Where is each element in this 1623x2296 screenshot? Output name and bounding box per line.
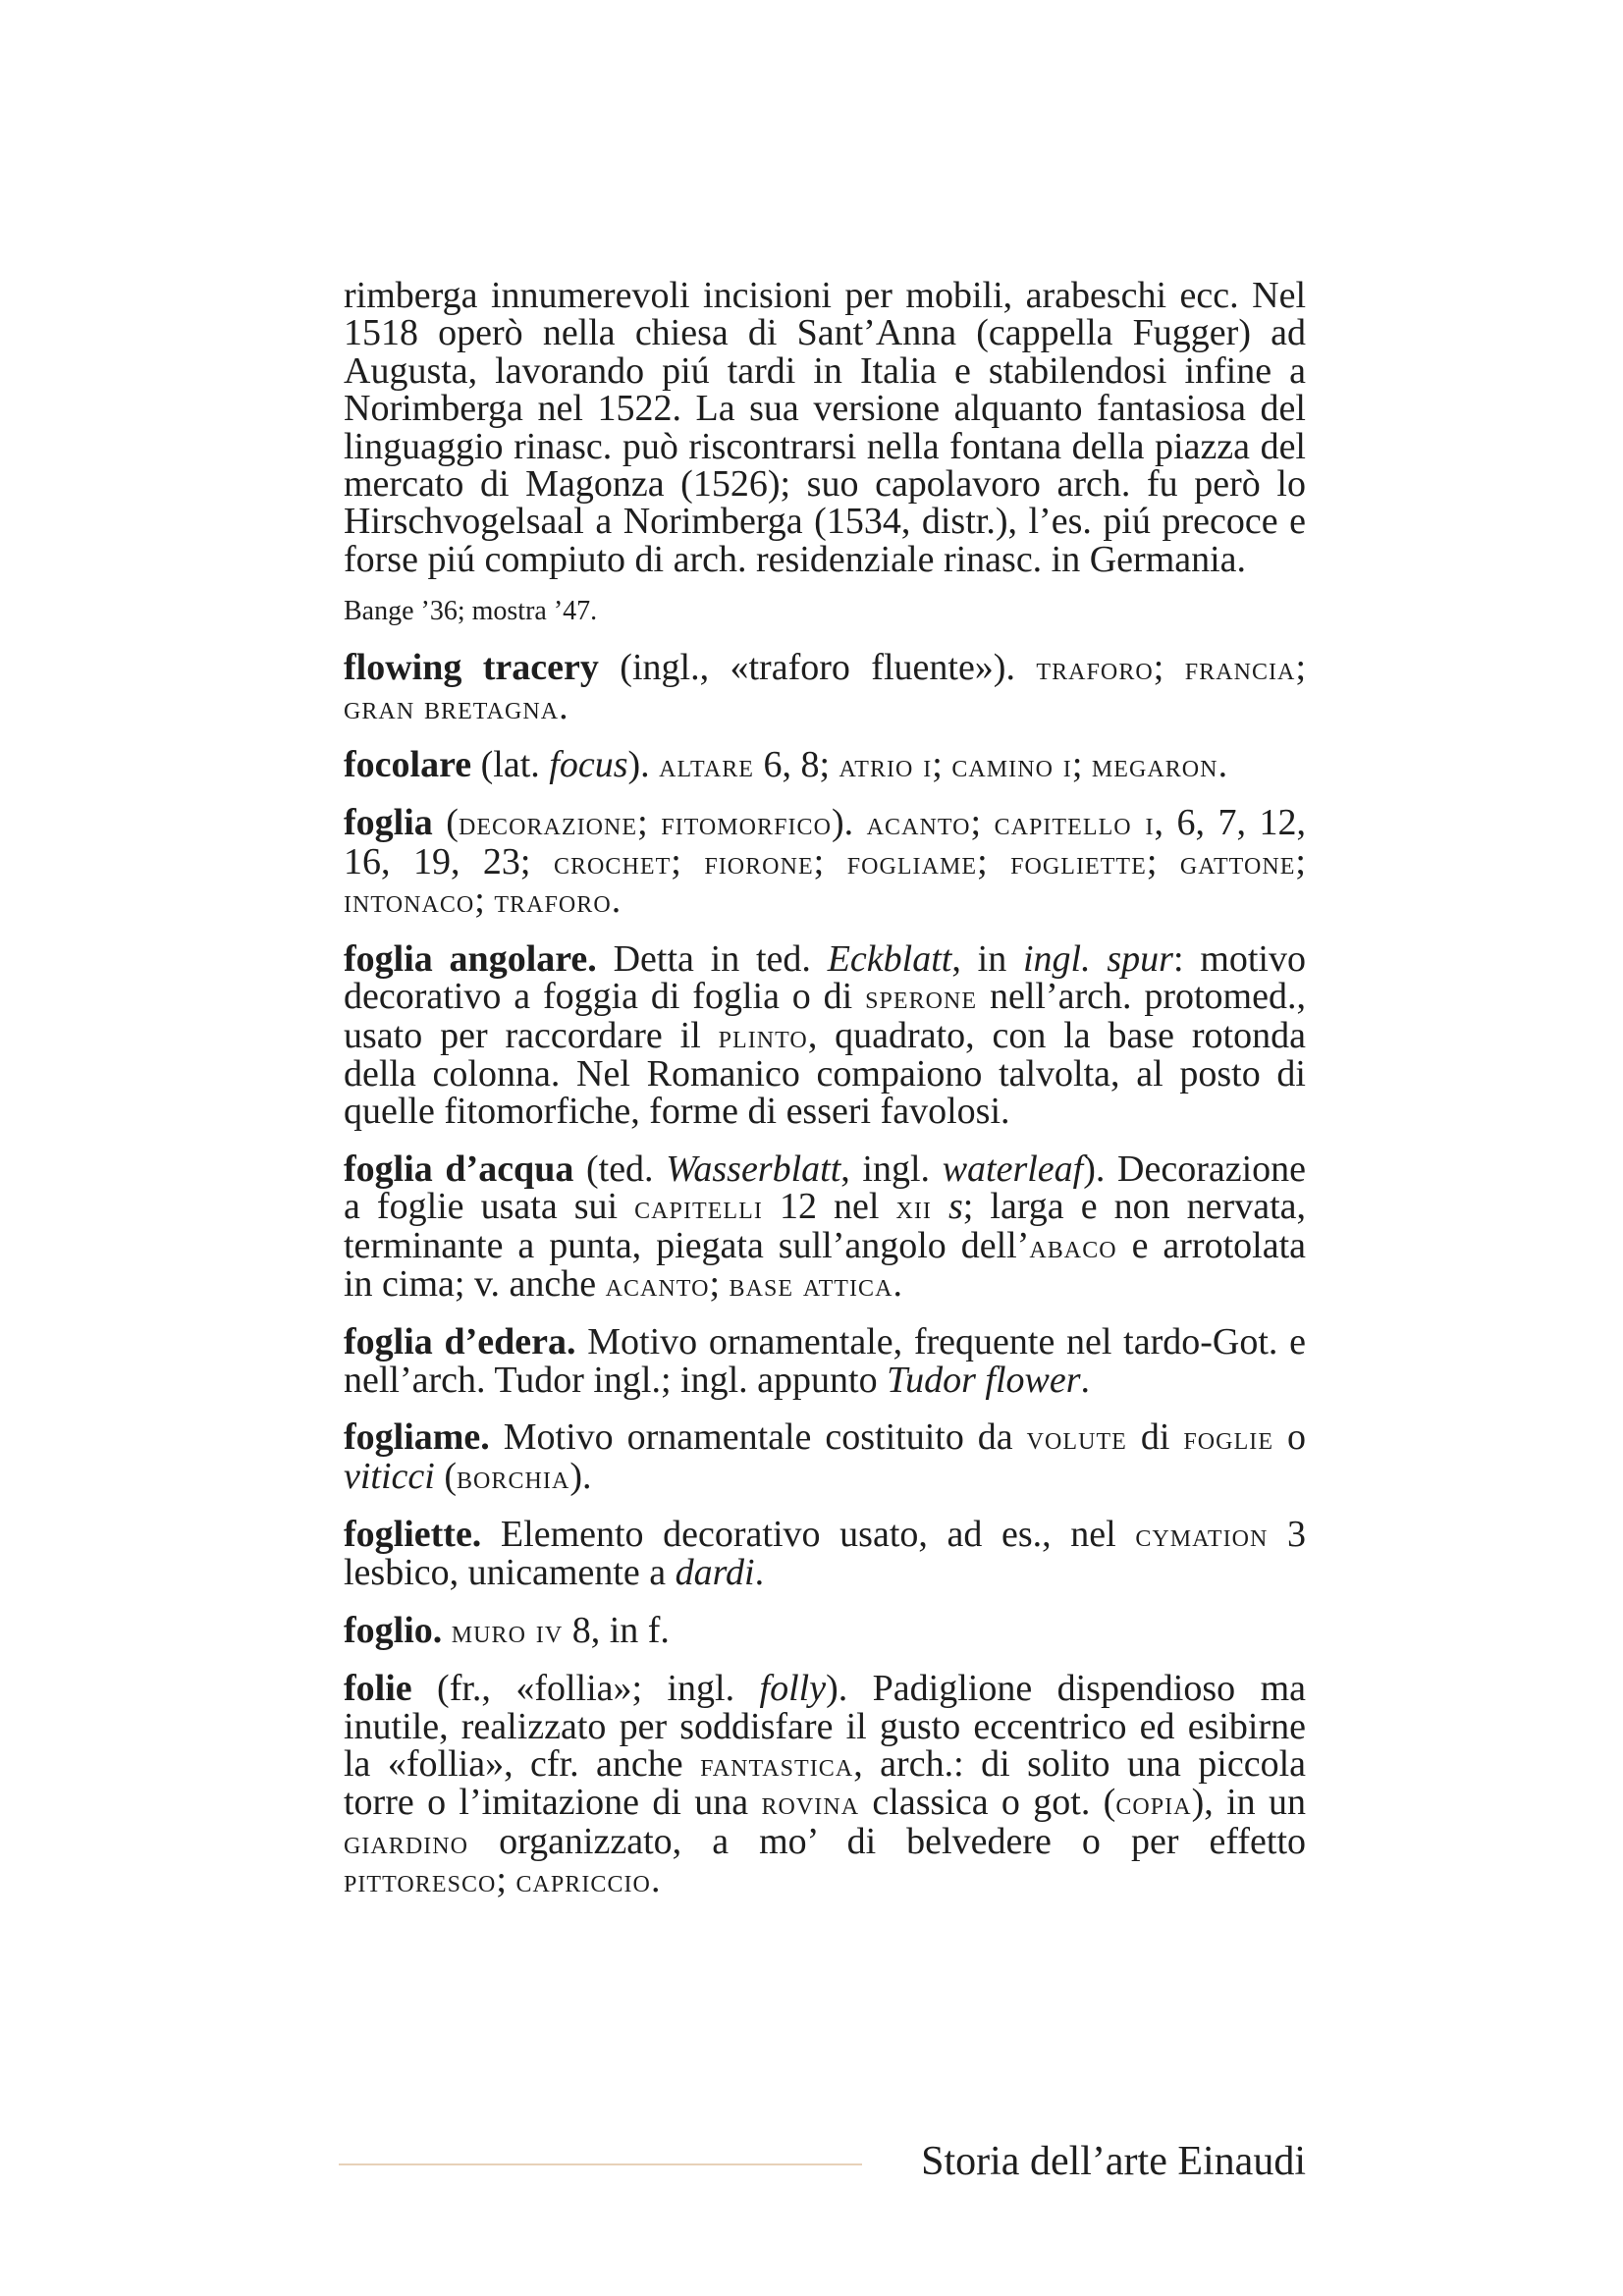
entry-text: .	[1217, 744, 1228, 786]
entry-text: ; larga e non nervata, terminante a punta, piegata sull’angolo dell’	[344, 1186, 1306, 1266]
entry-text: , ingl.	[840, 1148, 943, 1190]
entry-headword: fogliette.	[344, 1513, 482, 1555]
dictionary-entry	[344, 1150, 1306, 1305]
dictionary-entry	[344, 1513, 1306, 1594]
entry-headword: foglio.	[344, 1609, 443, 1651]
entry-text: , quadrato, con la base rotonda della colonna. Nel Romanico compaiono talvolta, al posto di quelle fitomorfiche, forme di esseri favolosi.	[344, 1014, 1306, 1133]
cross-reference: rovina	[761, 1784, 860, 1823]
cross-reference: volute	[1026, 1418, 1127, 1458]
entry-text: ), in un	[1191, 1782, 1306, 1824]
italic-term: Wasserblatt	[666, 1148, 841, 1190]
entry-text: ;	[1071, 744, 1092, 786]
italic-term: waterleaf	[942, 1148, 1084, 1190]
dictionary-entry	[344, 1670, 1306, 1899]
entry-text: Elemento decorativo usato, ad es., nel	[481, 1513, 1136, 1555]
italic-term: Eckblatt	[827, 937, 952, 980]
entry-text: ). Padiglione dispendioso ma inutile, realizzato per soddisfare il gusto eccentrico ed esibirne la «follia», cfr. anche	[344, 1668, 1306, 1785]
entry-text	[442, 1610, 452, 1651]
cross-reference: atrio i	[839, 746, 933, 785]
entry-text: ;	[1295, 647, 1307, 689]
entry-headword: foglia d’edera.	[344, 1321, 576, 1363]
cross-reference: pittoresco	[344, 1861, 497, 1900]
italic-term: s	[948, 1186, 963, 1228]
entry-text: classica o got. (	[859, 1782, 1116, 1824]
entry-headword: foglia	[344, 802, 433, 844]
entry-text: , in	[951, 937, 1023, 980]
cross-reference: foglie	[1183, 1418, 1274, 1458]
bibliography-note: Bange ’36; mostra ’47.	[344, 596, 598, 627]
cross-reference: fogliame	[846, 842, 978, 881]
entry-text: Motivo ornamentale costituito da	[489, 1416, 1027, 1459]
entry-text: , arch.: di solito una piccola torre o l’imitazione di una	[344, 1743, 1307, 1824]
cross-reference: gran bretagna	[344, 687, 560, 726]
entry-text: ;	[1153, 647, 1185, 689]
cross-reference: fantastica	[700, 1745, 854, 1784]
footer-title: Storia dell’arte Einaudi	[921, 2139, 1306, 2184]
entry-headword: foglia angolare.	[344, 937, 597, 980]
italic-term: viticci	[344, 1455, 435, 1497]
cross-reference: cymation	[1135, 1515, 1269, 1554]
dictionary-entry	[344, 1418, 1306, 1496]
cross-reference: plinto	[718, 1016, 808, 1055]
entry-text: .	[893, 1262, 902, 1305]
cross-reference: abaco	[1029, 1226, 1117, 1265]
entry-text: ;	[813, 840, 847, 882]
cross-reference: fitomorfico	[661, 804, 832, 843]
cross-reference: fogliette	[1010, 842, 1147, 881]
intro-paragraph: rimberga innumerevoli incisioni per mobili, arabeschi ecc. Nel 1518 operò nella chiesa di Sant’Anna (cappella Fugger) ad Augusta, lavorando piú tardi in Italia e stabilendosi infine a Norimberga nel 1522. La sua versione alquanto fantasiosa del linguaggio rinasc. può riscontrarsi nella fontana della piazza del mercato di Magonza (1526); suo capolavoro arch. fu però lo Hirschvogelsaal a Norimberga (1534, distr.), l’es. piú precoce e forse piú compiuto di arch. residenziale rinasc. in Germania.	[344, 275, 1306, 580]
entry-text: (lat.	[471, 744, 550, 786]
entry-text: (	[432, 802, 459, 844]
footer-rule	[339, 2163, 862, 2165]
entry-headword: flowing tracery	[344, 647, 599, 689]
entry-text: ;	[1295, 840, 1306, 882]
entry-text: organizzato, a mo’ di belvedere o per effetto	[468, 1820, 1306, 1862]
cross-reference: capitelli	[634, 1188, 763, 1227]
italic-term: folly	[759, 1668, 827, 1710]
cross-reference: sperone	[865, 978, 978, 1017]
dictionary-entry	[344, 1609, 1306, 1651]
entry-text: (fr., «follia»; ingl.	[411, 1668, 760, 1710]
cross-reference: giardino	[344, 1822, 469, 1861]
entry-text: ;	[709, 1262, 730, 1305]
cross-reference: crochet	[553, 842, 672, 881]
entry-text: ;	[474, 880, 495, 922]
cross-reference: traforo	[1036, 649, 1154, 688]
dictionary-entry	[344, 804, 1306, 920]
entry-text: (ingl., «traforo fluente»).	[598, 647, 1037, 689]
entry-text: e arrotolata in cima; v. anche	[344, 1224, 1306, 1305]
cross-reference: copia	[1115, 1784, 1192, 1823]
entry-text: (ted.	[573, 1148, 667, 1190]
entry-headword: folie	[344, 1668, 412, 1710]
italic-term: Tudor flower	[887, 1359, 1081, 1401]
entry-list	[344, 649, 1306, 1899]
entry-text: ).	[569, 1455, 592, 1497]
entry-text: , 6, 7, 12, 16, 19, 23;	[344, 802, 1306, 882]
entry-text: Detta in ted.	[596, 937, 828, 980]
cross-reference: francia	[1184, 649, 1296, 688]
cross-reference: fiorone	[704, 842, 814, 881]
entry-text: ;	[977, 840, 1011, 882]
text-column	[344, 277, 1306, 1900]
entry-text: 8, in f.	[563, 1609, 670, 1651]
italic-term: ingl. spur	[1022, 937, 1173, 980]
entry-text: ;	[671, 840, 705, 882]
entry-text: .	[559, 685, 568, 727]
cross-reference: xii	[895, 1188, 932, 1227]
cross-reference: megaron	[1091, 746, 1218, 785]
cross-reference: intonaco	[344, 881, 475, 921]
entry-text: ).	[831, 802, 867, 844]
entry-text: ;	[637, 802, 662, 844]
page-footer	[339, 2136, 1306, 2187]
entry-text: o	[1273, 1416, 1306, 1459]
entry-text: .	[754, 1552, 765, 1594]
cross-reference: altare	[659, 746, 754, 785]
entry-text: .	[650, 1859, 661, 1901]
entry-text: 3 lesbico, unicamente a	[344, 1513, 1306, 1594]
entry-text: .	[611, 880, 622, 922]
entry-text: Motivo ornamentale, frequente nel tardo-Got. e nell’arch. Tudor ingl.; ingl. appunto	[344, 1321, 1306, 1401]
entry-headword: fogliame.	[344, 1416, 490, 1459]
cross-reference: traforo	[494, 881, 612, 921]
entry-text: di	[1126, 1416, 1184, 1459]
entry-text: : motivo decorativo a foggia di foglia o di	[344, 937, 1306, 1018]
cross-reference: capriccio	[515, 1861, 651, 1900]
entry-headword: foglia d’acqua	[344, 1148, 574, 1190]
dictionary-entry	[344, 746, 1306, 784]
entry-text: (	[434, 1455, 457, 1497]
entry-text: ;	[932, 744, 952, 786]
entry-text	[932, 1186, 948, 1227]
cross-reference: base attica	[729, 1264, 893, 1304]
cross-reference: muro iv	[451, 1611, 564, 1650]
entry-text: ). Decorazione a foglie usata sui	[344, 1148, 1307, 1228]
cross-reference: borchia	[457, 1457, 570, 1496]
dictionary-entry	[344, 937, 1306, 1133]
entry-text: 6, 8;	[753, 744, 839, 786]
italic-term: focus	[549, 744, 628, 786]
cross-reference: decorazione	[458, 804, 638, 843]
cross-reference: acanto	[605, 1264, 710, 1304]
entry-text: ;	[970, 802, 995, 844]
entry-text: ).	[627, 744, 660, 786]
italic-term: dardi	[675, 1552, 755, 1594]
dictionary-entry	[344, 649, 1306, 726]
entry-text: ;	[1146, 840, 1180, 882]
entry-text: ;	[496, 1859, 516, 1901]
dictionary-entry	[344, 1323, 1306, 1399]
entry-text: .	[1080, 1359, 1091, 1401]
entry-headword: focolare	[344, 744, 472, 786]
cross-reference: capitello i	[994, 804, 1155, 843]
cross-reference: acanto	[866, 804, 971, 843]
entry-text: nell’arch. protomed., usato per raccordare il	[344, 976, 1306, 1056]
cross-reference: camino i	[951, 746, 1072, 785]
entry-text: 12 nel	[762, 1186, 896, 1228]
cross-reference: gattone	[1179, 842, 1296, 881]
